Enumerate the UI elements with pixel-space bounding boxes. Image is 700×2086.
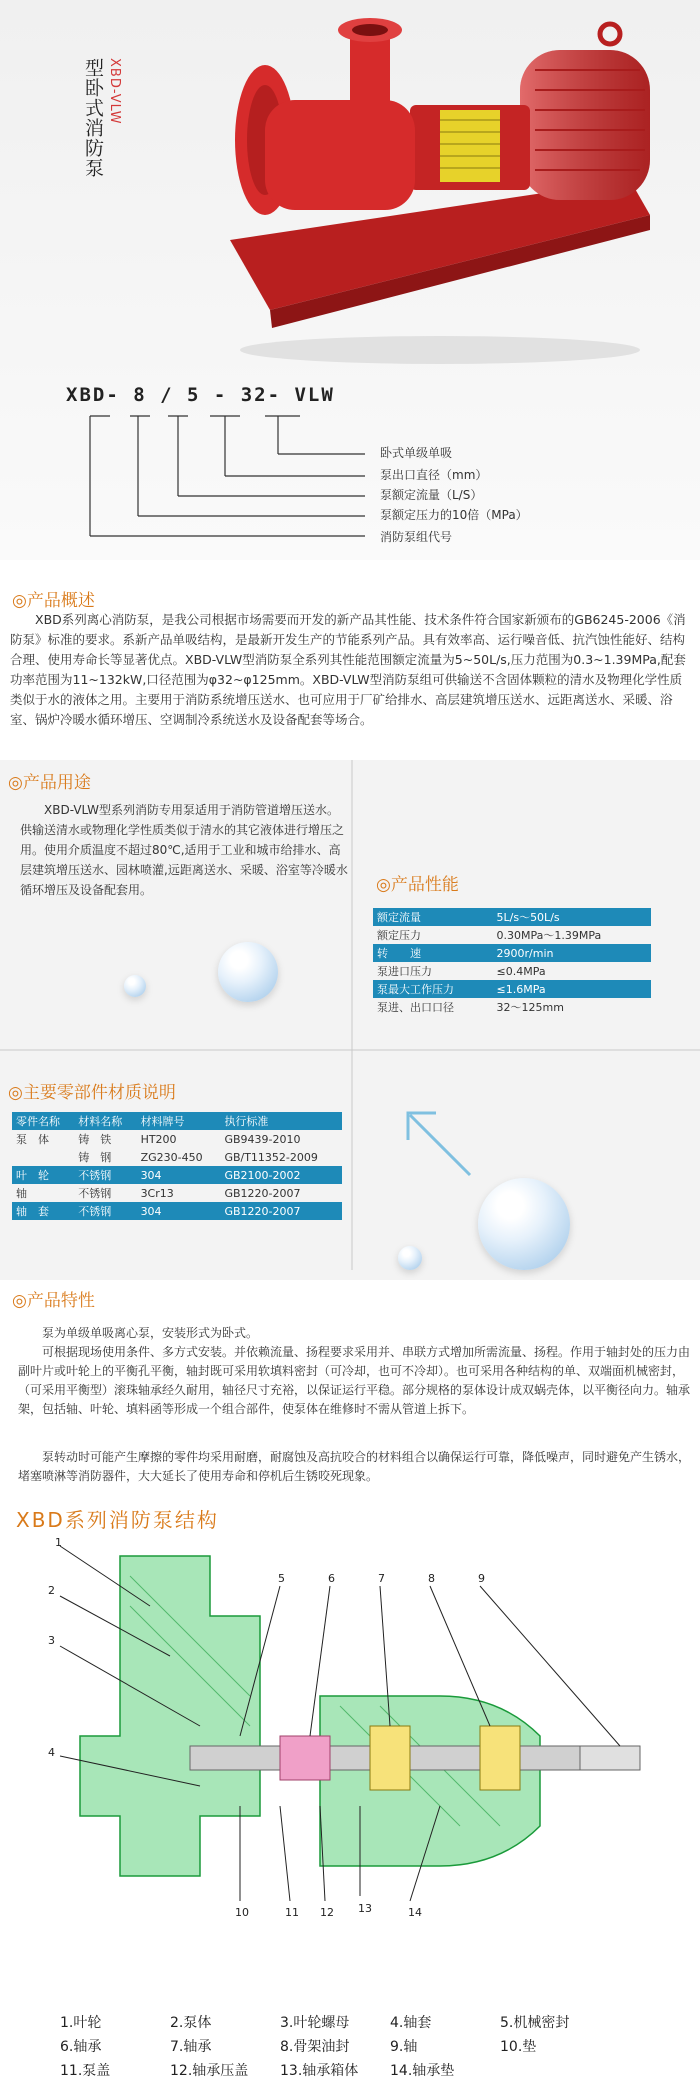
legend-item: 8.骨架油封 bbox=[280, 2039, 350, 2055]
table-row: 泵进、出口口径 32～125mm bbox=[377, 1001, 564, 1014]
callout-3: 3 bbox=[48, 1634, 55, 1647]
features-heading: ◎产品特性 bbox=[12, 1291, 95, 1311]
vertical-subtitle: XBD-VLW bbox=[107, 58, 122, 125]
features-p1: 泵为单级单吸离心泵，安装形式为卧式。 bbox=[42, 1326, 259, 1340]
legend-row bbox=[60, 2012, 660, 2036]
ring-icon: ◎ bbox=[12, 1291, 27, 1311]
legend-item: 7.轴承 bbox=[170, 2039, 212, 2055]
table-row: 叶 轮 不锈钢 304 GB2100-2002 bbox=[12, 1166, 342, 1184]
legend-item: 14.轴承垫 bbox=[390, 2063, 455, 2079]
features-p3: 泵转动时可能产生摩擦的零件均采用耐磨，耐腐蚀及高抗咬合的材料组合以确保运行可靠，降低噪声，同时避免产生锈水，堵塞喷淋等消防器件，大大延长了使用寿命和停机后生锈咬死现象。 bbox=[18, 1450, 691, 1483]
structure-title: XBD系列消防泵结构 bbox=[16, 1508, 219, 1532]
usage-text: XBD-VLW型系列消防专用泵适用于消防管道增压送水。供输送清水或物理化学性质类似于清水的其它液体进行增压之用。使用介质温度不超过80℃,适用于工业和城市给排水、高层建筑增压送水、园林喷灌,远距离送水、采暖、浴室等冷暖水循环增压及设备配套用。 bbox=[20, 803, 348, 897]
table-row: 额定流量 5L/s～50L/s bbox=[373, 908, 651, 926]
legend-item: 12.轴承压盖 bbox=[170, 2063, 249, 2079]
model-code: XBD- 8 / 5 - 32- VLW bbox=[66, 384, 335, 406]
decorative-bubble bbox=[478, 1178, 570, 1270]
callout-14: 14 bbox=[408, 1906, 422, 1919]
callout-11: 11 bbox=[285, 1906, 299, 1919]
model-code-lines bbox=[0, 408, 380, 548]
callout-4: 4 bbox=[48, 1746, 55, 1759]
pump-structure-diagram bbox=[40, 1536, 670, 1966]
performance-heading: ◎产品性能 bbox=[376, 875, 459, 895]
legend-row bbox=[60, 2060, 660, 2084]
model-desc-5: 消防泵组代号 bbox=[380, 530, 453, 544]
legend-item: 9.轴 bbox=[390, 2039, 418, 2055]
callout-2: 2 bbox=[48, 1584, 55, 1597]
callout-7: 7 bbox=[378, 1572, 385, 1585]
model-desc-3: 泵额定流量（L/S） bbox=[380, 488, 483, 502]
decorative-bubble bbox=[218, 942, 278, 1002]
product-vertical-title bbox=[82, 58, 122, 178]
materials-table bbox=[12, 1112, 342, 1220]
overview-text: XBD系列离心消防泵，是我公司根据市场需要而开发的新产品其性能、技术条件符合国家新颁布的GB6245-2006《消防泵》标准的要求。系新产品单吸结构，是最新开发生产的节能系列产品。具有效率高、运行噪音低、抗汽蚀性能好、结构合理、使用寿命长等显著优点。XBD-VLW型消防泵全系列其性能范围额定流量为5~50L/s,压力范围为0.3~1.39MPa,配套功率范围为11~132kW,口径范围为φ32~φ125mm。XBD-VLW型消防泵组可供输送不含固体颗粒的清水及物理化学性质类似于水的液体之用。主要用于消防系统增压送水、也可应用于厂矿给排水、高层建筑增压送水、远距离送水、采暖、浴室、锅炉冷暖水循环增压、空调制冷系统送水及设备配套等场合。 bbox=[10, 612, 686, 727]
table-header-row: 零件名称 材料名称 材料牌号 执行标准 bbox=[12, 1112, 342, 1130]
legend-item: 1.叶轮 bbox=[60, 2015, 102, 2031]
callout-9: 9 bbox=[478, 1572, 485, 1585]
callout-13: 13 bbox=[358, 1902, 372, 1915]
decorative-bubble bbox=[398, 1246, 422, 1270]
legend-item: 4.轴套 bbox=[390, 2015, 432, 2031]
model-desc-1: 卧式单级单吸 bbox=[380, 446, 453, 460]
materials-heading: ◎主要零部件材质说明 bbox=[8, 1083, 176, 1103]
table-row: 泵 体 铸 铁 HT200 GB9439-2010 bbox=[16, 1132, 301, 1146]
legend-item: 13.轴承箱体 bbox=[280, 2063, 359, 2079]
callout-1: 1 bbox=[55, 1536, 62, 1549]
table-row: 泵进口压力 ≤0.4MPa bbox=[377, 964, 546, 978]
model-desc-4: 泵额定压力的10倍（MPa） bbox=[380, 508, 528, 522]
legend-item: 3.叶轮螺母 bbox=[280, 2015, 350, 2031]
features-p2: 可根据现场使用条件、多方式安装。并依赖流量、扬程要求采用并、串联方式增加所需流量、扬程。作用于轴封处的压力由副叶片或叶轮上的平衡孔平衡，轴封既可采用软填料密封（可冷却，也可不冷却）。也可采用各种结构的单、双端面机械密封，（可采用平衡型）滚珠轴承经久耐用，轴径尺寸充裕，以保证运行平稳。部分规格的泵体设计成双蜗壳体，以平衡径向力。轴承架，包括轴、叶轮、填料函等形成一个组合部件，使泵体在维修时不需从管道上拆下。 bbox=[18, 1345, 691, 1416]
legend-item: 2.泵体 bbox=[170, 2015, 212, 2031]
usage-heading: ◎产品用途 bbox=[8, 773, 91, 793]
hero-section bbox=[0, 0, 700, 560]
table-row: 转 速 2900r/min bbox=[373, 944, 651, 962]
ring-icon: ◎ bbox=[12, 591, 27, 611]
pump-illustration bbox=[190, 10, 660, 370]
table-row: 铸 钢 ZG230-450 GB/T11352-2009 bbox=[78, 1150, 318, 1164]
callout-6: 6 bbox=[328, 1572, 335, 1585]
table-row: 额定压力 0.30MPa～1.39MPa bbox=[377, 929, 602, 942]
legend-item: 5.机械密封 bbox=[500, 2015, 570, 2031]
decorative-bubble bbox=[124, 975, 146, 997]
legend-row bbox=[60, 2036, 660, 2060]
legend-item: 6.轴承 bbox=[60, 2039, 102, 2055]
model-desc-2: 泵出口直径（mm） bbox=[380, 468, 488, 482]
usage-performance-zone bbox=[0, 760, 700, 1280]
callout-5: 5 bbox=[278, 1572, 285, 1585]
ring-icon: ◎ bbox=[376, 875, 391, 895]
legend-item: 10.垫 bbox=[500, 2039, 537, 2055]
legend-item: 11.泵盖 bbox=[60, 2063, 111, 2079]
vertical-main-title: 型卧式消防泵 bbox=[82, 58, 104, 178]
performance-table bbox=[373, 908, 651, 1016]
callout-8: 8 bbox=[428, 1572, 435, 1585]
overview-heading: ◎产品概述 bbox=[12, 591, 95, 611]
table-row: 轴 不锈钢 3Cr13 GB1220-2007 bbox=[16, 1186, 301, 1200]
table-row: 轴 套 不锈钢 304 GB1220-2007 bbox=[12, 1202, 342, 1220]
ring-icon: ◎ bbox=[8, 773, 23, 793]
parts-legend bbox=[60, 2012, 660, 2084]
callout-12: 12 bbox=[320, 1906, 334, 1919]
callout-10: 10 bbox=[235, 1906, 249, 1919]
ring-icon: ◎ bbox=[8, 1083, 23, 1103]
table-row: 泵最大工作压力 ≤1.6MPa bbox=[373, 980, 651, 998]
